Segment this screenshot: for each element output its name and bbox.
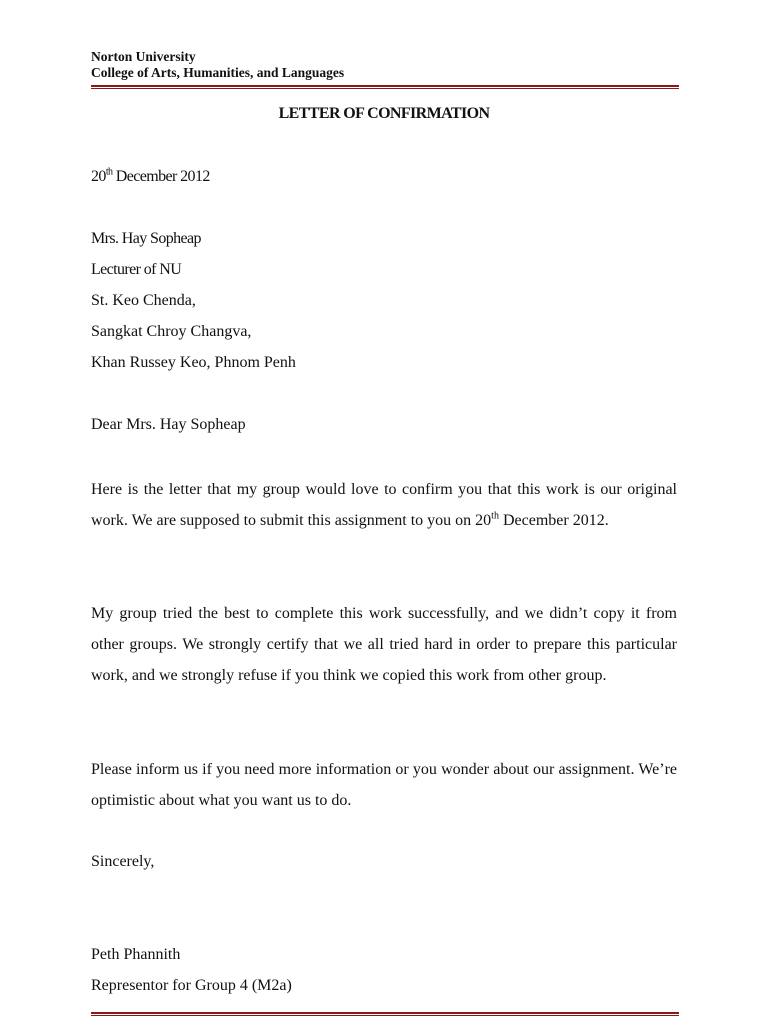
paragraph-1-text: Here is the letter that my group would love to confirm you that this work is our original work. We are supposed to submit this assignment to you on 20 [91,481,677,529]
salutation: Dear Mrs. Hay Sopheap [91,416,246,433]
date-rest: December 2012 [112,168,210,185]
paragraph-1-text-end: December 2012. [498,512,609,529]
closing: Sincerely, [91,853,155,870]
paragraph-1-superscript: th [491,510,499,522]
recipient-sangkat: Sangkat Chroy Changva, [91,323,252,340]
recipient-role: Lecturer of NU [91,261,182,278]
footer-divider [91,1012,679,1016]
header-divider [91,85,679,89]
date-day: 20 [91,168,106,185]
paragraph-2: My group tried the best to complete this work successfully, and we didn’t copy it from other groups. We strongly certify that we all tried hard in order to prepare this particular work, and we strongly refuse if you think we copied this work from other group. [91,605,677,684]
signature-name: Peth Phannith [91,946,181,963]
paragraph-1 [91,474,677,536]
signature-title: Representor for Group 4 (M2a) [91,977,292,994]
letter-date [91,168,210,186]
letter-title: LETTER OF CONFIRMATION [278,105,490,122]
college-name: College of Arts, Humanities, and Languages [91,65,345,80]
document-header [91,49,344,81]
recipient-khan: Khan Russey Keo, Phnom Penh [91,354,296,371]
paragraph-3: Please inform us if you need more information or you wonder about our assignment. We’re optimistic about what you want us to do. [91,761,677,809]
date-suffix: th [105,166,113,178]
university-name: Norton University [91,49,196,64]
recipient-street: St. Keo Chenda, [91,292,196,309]
recipient-name: Mrs. Hay Sopheap [91,230,201,247]
